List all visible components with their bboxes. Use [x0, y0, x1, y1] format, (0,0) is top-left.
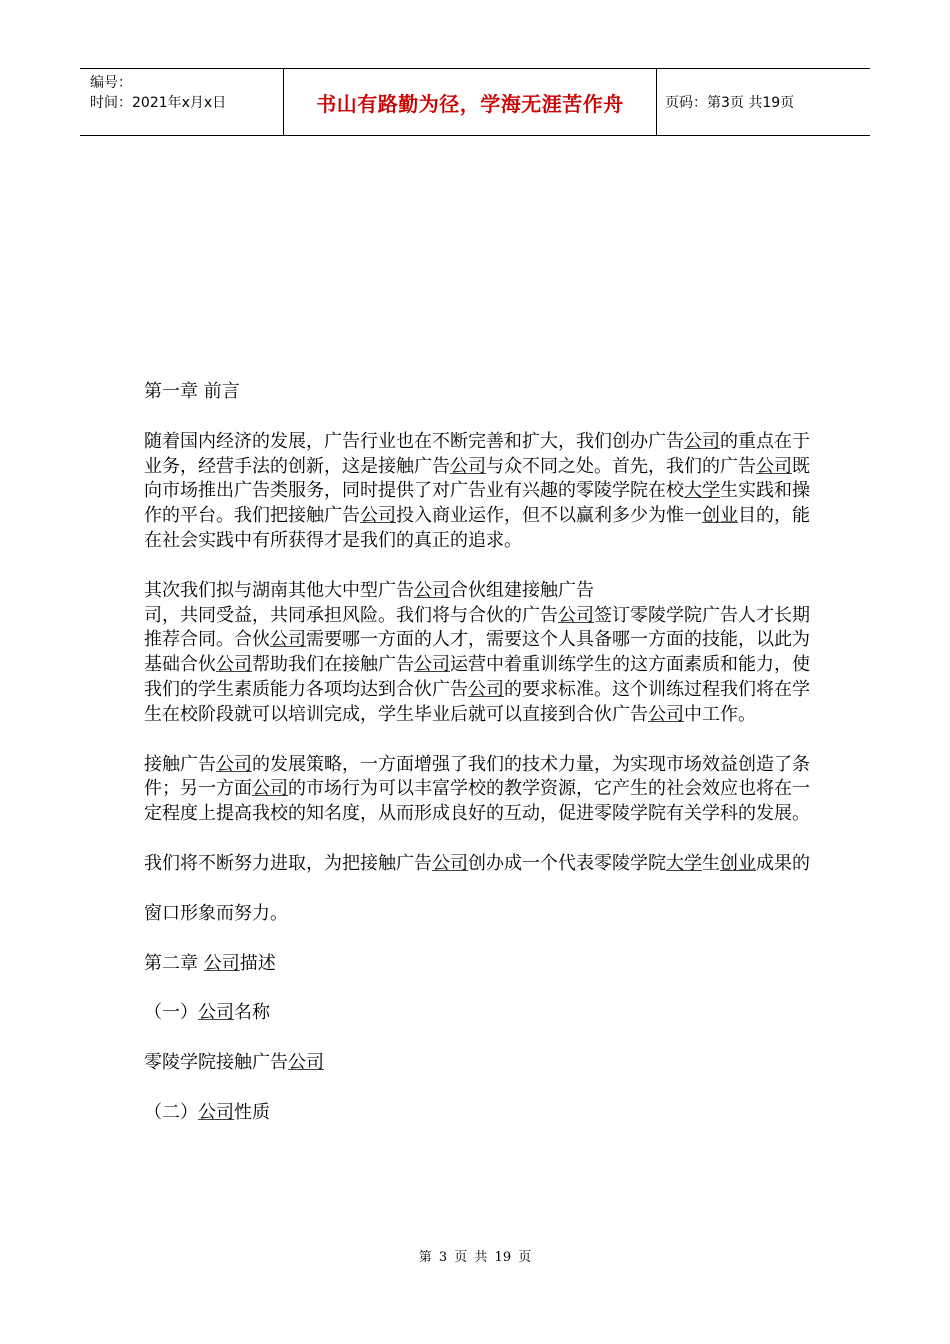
text-run: 合伙组建接触广告	[450, 579, 594, 601]
text-run: 签订零陵学院广告人才长期推荐合同。合伙	[144, 604, 810, 651]
underlined-term: 公司	[198, 1101, 234, 1123]
text-run: 我们将不断努力进取，为把接触广告	[144, 852, 432, 874]
header-motto: 书山有路勤为径，学海无涯苦作舟	[316, 91, 624, 116]
underlined-term: 公司	[198, 1002, 234, 1024]
text-run: 帮助我们在接触广告	[252, 654, 414, 676]
page-footer: 第 3 页 共 19 页	[418, 1250, 532, 1265]
chapter-1-heading: 第一章 前言	[144, 381, 240, 402]
underlined-term: 创业	[702, 505, 738, 527]
document-time-label: 时间：2021年x月x日	[90, 95, 227, 111]
text-run: 的重点在于业务，经营手法的创新，这是接触广告	[144, 430, 810, 477]
document-body	[144, 380, 816, 1151]
underlined-term: 公司	[203, 952, 240, 974]
underlined-term: 公司	[648, 703, 684, 725]
section-2-heading	[144, 1101, 816, 1126]
underlined-term: 公司	[270, 629, 306, 651]
text-run: 接触广告	[144, 753, 216, 775]
underlined-term: 公司	[468, 678, 504, 700]
section-1-heading	[144, 1001, 816, 1026]
text-run: 的发展策略，一方面增强了我们的技术力量，为实现市场效益创造了条件；另一方面	[144, 753, 810, 800]
text-run: 既向市场推出广告类服务，同时提供了对广告业有兴趣的零陵学院在校	[144, 455, 810, 502]
underlined-term: 大学	[666, 852, 702, 874]
text-run: 性质	[234, 1101, 270, 1123]
underlined-term: 公司	[432, 852, 468, 874]
underlined-term: 公司	[756, 455, 792, 477]
underlined-term: 公司	[288, 1052, 324, 1074]
text-run: 成果的	[756, 852, 810, 874]
underlined-term: 公司	[360, 505, 396, 527]
text-run: 生实践和操作的平台。我们把接触广告	[144, 480, 810, 527]
paragraph-4	[144, 852, 816, 877]
text-run: （二）	[144, 1101, 198, 1123]
underlined-term: 公司	[216, 753, 252, 775]
underlined-term: 大学	[684, 480, 720, 502]
text-run: 生	[702, 852, 720, 874]
header-meta	[80, 69, 283, 135]
text-run: 第二章	[144, 952, 204, 974]
underlined-term: 公司	[414, 579, 450, 601]
paragraph-3	[144, 753, 816, 827]
chapter-2-heading	[144, 952, 816, 977]
text-run: 运营中着重训练学生的这方面素质和能力，使我们的学生素质能力各项均达到合伙广告	[144, 654, 810, 700]
text-run: 投入商业运作，但不以赢利多少为惟一	[396, 505, 702, 527]
text-run: 需要哪一方面的人才，需要这个人具备哪一方面的技能，以此为基础合伙	[144, 629, 810, 676]
text-run: 零陵学院接触广告	[144, 1052, 288, 1074]
page-header	[80, 68, 870, 136]
text-run: 目的，能在社会实践中有所获得才是我们的真正的追求。	[144, 505, 810, 551]
text-run: 描述	[239, 952, 276, 974]
text-run: 的市场行为可以丰富学校的教学资源，它产生的社会效应也将在一定程度上提高我校的知名度，从而形成良好的互动，促进零陵学院有关学科的发展。	[144, 778, 810, 825]
underlined-term: 公司	[450, 455, 486, 477]
text-run: 创办成一个代表零陵学院	[468, 852, 666, 874]
paragraph-2	[144, 579, 816, 728]
text-run: 随着国内经济的发展，广告行业也在不断完善和扩大，我们创办广告	[144, 430, 684, 452]
document-number-label: 编号：	[90, 75, 132, 91]
underlined-term: 公司	[558, 604, 594, 626]
text-run: 中工作。	[684, 703, 756, 725]
header-page-info: 页码：第3页 共19页	[665, 95, 795, 111]
paragraph-1	[144, 430, 816, 554]
underlined-term: 公司	[252, 778, 288, 800]
company-name-text	[144, 1051, 816, 1076]
underlined-term: 创业	[720, 852, 756, 874]
header-motto-cell	[283, 69, 657, 135]
text-run: 的要求标准。这个训练过程我们将在学生在校阶段就可以培训完成，学生毕业后就可以直接到合伙广告	[144, 678, 810, 725]
underlined-term: 公司	[684, 430, 720, 452]
underlined-term: 公司	[414, 654, 450, 676]
text-run: （一）	[144, 1002, 198, 1024]
text-run: 名称	[234, 1002, 270, 1024]
header-page-info-cell	[657, 69, 870, 135]
text-run: 与众不同之处。首先，我们的广告	[486, 455, 756, 477]
paragraph-5: 窗口形象而努力。	[144, 902, 288, 924]
text-run: 其次我们拟与湖南其他大中型广告	[144, 579, 414, 601]
text-run: 司，共同受益，共同承担风险。我们将与合伙的广告	[144, 604, 558, 626]
underlined-term: 公司	[216, 654, 252, 676]
